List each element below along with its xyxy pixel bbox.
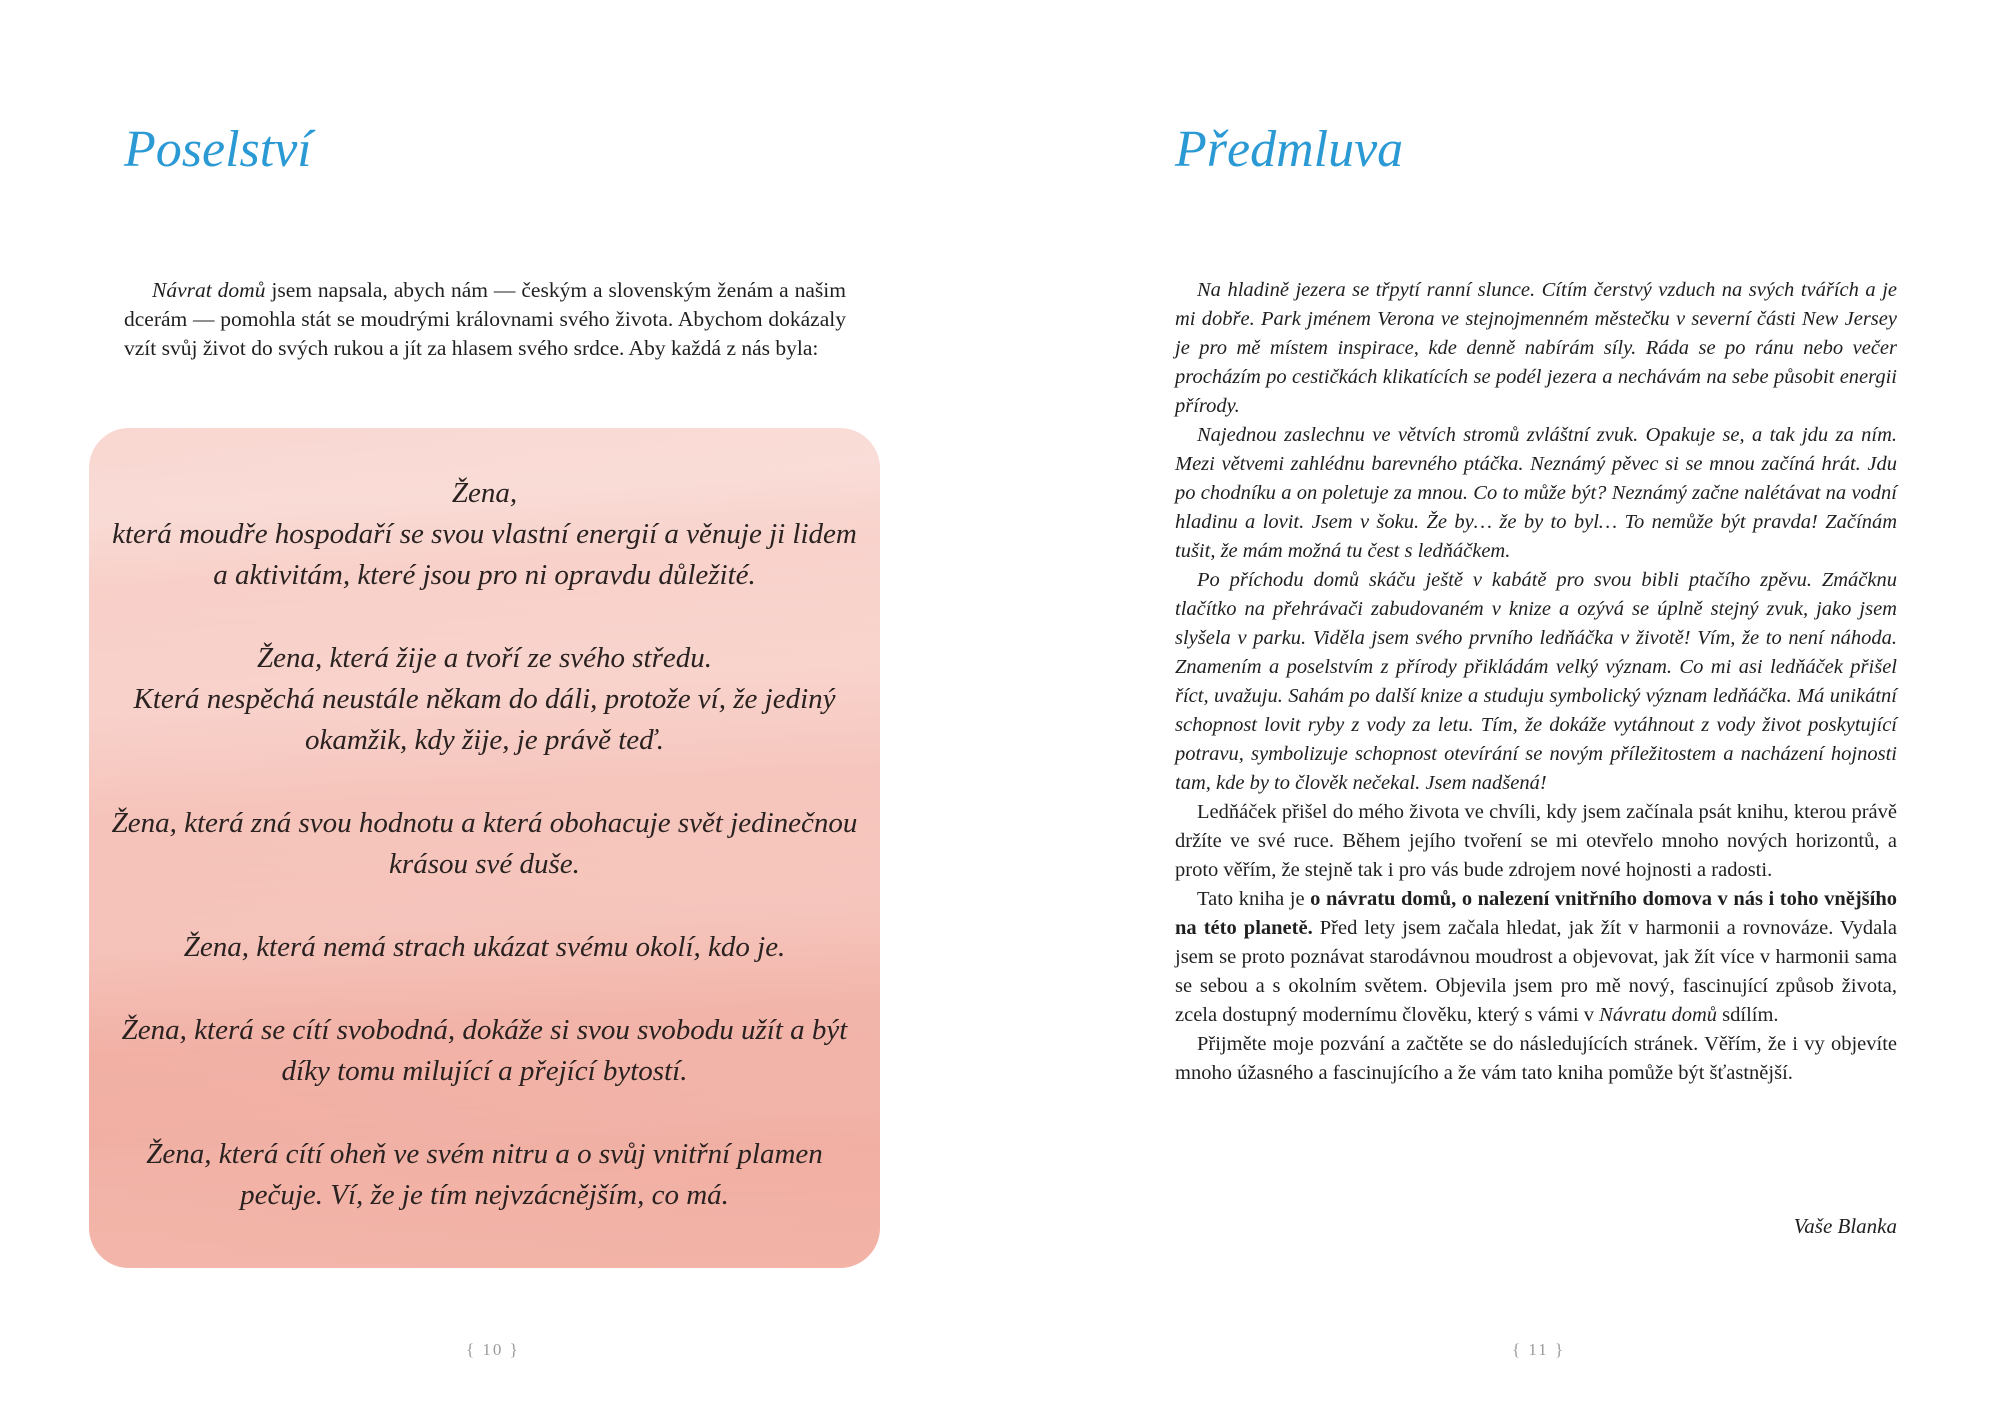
paragraph: Ledňáček přišel do mého života ve chvíli, kdy jsem začínala psát knihu, kterou právě držíte ve své ruce. Během jejího tvoření se mi otevřelo mnoho nových horizontů, a proto věřím, že stejně tak i pro vás bude zdrojem nové hojnosti a radosti.: [1175, 801, 1897, 881]
book-title-emphasis: Návrat domů: [152, 278, 266, 302]
foreword-text: [1175, 276, 1897, 1088]
stanza: [109, 803, 860, 885]
intro-text: jsem napsala, abych nám — českým a slovenským ženám a našim dcerám — pomohla stát se moudrými královnami svého života. Abychom dokázaly vzít svůj život do svých rukou a jít za hlasem svého srdce. Aby každá z nás byla:: [124, 278, 846, 360]
signature: Vaše Blanka: [1793, 1214, 1897, 1238]
intro-paragraph: [124, 276, 846, 363]
paragraph: Najednou zaslechnu ve větvích stromů zvláštní zvuk. Opakuje se, a tak jdu za ním. Mezi větvemi zahlédnu barevného ptáčka. Neznámý pěvec si se mnou začíná hrát. Jdu po chodníku a on poletuje za mnou. Co to může být? Neznámý začne nalétávat na vodní hladinu a lovit. Jsem v šoku. Že by… že by to byl… To nemůže být pravda! Začínám tušit, že mám možná tu čest s ledňáčkem.: [1175, 424, 1897, 562]
book-title-emphasis: Návratu domů: [1599, 1004, 1718, 1026]
stanza-line: která moudře hospodaří se svou vlastní energií a věnuje ji lidem a aktivitám, které jsou pro ni opravdu důležité.: [112, 518, 857, 591]
paragraph: Po příchodu domů skáču ještě v kabátě pro svou bibli ptačího zpěvu. Zmáčknu tlačítko na přehrávači zabudovaném v knize a ozývá se úplně stejný zvuk, jako jsem slyšela v parku. Viděla jsem svého prvního ledňáčka v životě! Vím, že to není náhoda. Znamením a poselstvím z přírody přikládám velký význam. Co mi asi ledňáček přišel říct, uvažuju. Sahám po další knize a studuju symbolický význam ledňáčka. Má unikátní schopnost lovit ryby z vody za letu. Tím, že dokáže vytáhnout z vody život poskytující potravu, symbolizuje schopnost otevírání se novým příležitostem a nacházení hojnosti tam, kde by to člověk nečekal. Jsem nadšená!: [1175, 569, 1897, 794]
paragraph: [1175, 885, 1897, 1030]
bold-text: o návratu domů, o nalezení vnitřního domova v nás i toho vnějšího na této planetě.: [1175, 888, 1897, 939]
stanza-line: Která nespěchá neustále někam do dáli, protože ví, že jediný okamžik, kdy žije, je právě teď.: [133, 683, 836, 756]
page-number: { 10 }: [466, 1340, 520, 1359]
page-number: { 11 }: [1512, 1340, 1566, 1359]
text: sdílím.: [1717, 1004, 1779, 1026]
quote-box: [89, 428, 880, 1268]
stanza: [109, 927, 860, 968]
text: Tato kniha je: [1197, 888, 1311, 910]
stanza: [109, 1010, 860, 1092]
stanza: [109, 638, 860, 761]
stanza-line: Žena, která zná svou hodnotu a která obohacuje svět jedinečnou krásou své duše.: [111, 807, 858, 880]
stanza-line: Žena, která cítí oheň ve svém nitru a o svůj vnitřní plamen pečuje. Ví, že je tím nejvzácnějším, co má.: [146, 1138, 823, 1211]
right-page: [1000, 0, 2000, 1412]
stanza: [109, 1134, 860, 1216]
stanza-line: Žena,: [451, 477, 518, 509]
chapter-title-poselstvi: Poselství: [124, 121, 312, 178]
stanza-line: Žena, která nemá strach ukázat svému okolí, kdo je.: [183, 931, 786, 963]
paragraph: Na hladině jezera se třpytí ranní slunce. Cítím čerstvý vzduch na svých tvářích a je mi dobře. Park jménem Verona ve stejnojmenném městečku v severní části New Jersey je pro mě místem inspirace, kde denně nabírám síly. Ráda se po ránu nebo večer procházím po cestičkách klikatících se podél jezera a nechávám na sebe působit energii přírody.: [1175, 279, 1897, 417]
text: Před lety jsem začala hledat, jak žít v harmonii a rovnováze. Vydala jsem se proto poznávat starodávnou moudrost a objevovat, jak žít více v harmonii sama se sebou a s okolním světem. Objevila jsem pro mě nový, fascinující způsob života, zcela dostupný modernímu člověku, který s vámi v: [1175, 917, 1897, 1026]
paragraph: Přijměte moje pozvání a začtěte se do následujících stránek. Věřím, že i vy objevíte mnoho úžasného a fascinujícího a že vám tato kniha pomůže být šťastnější.: [1175, 1033, 1897, 1084]
stanza-line: Žena, která žije a tvoří ze svého středu.: [256, 642, 713, 674]
chapter-title-predmluva: Předmluva: [1175, 121, 1404, 178]
stanza: [109, 473, 860, 596]
stanza-line: Žena, která se cítí svobodná, dokáže si svou svobodu užít a být díky tomu milující a přející bytostí.: [121, 1014, 848, 1087]
stanza-list: [89, 473, 880, 1258]
